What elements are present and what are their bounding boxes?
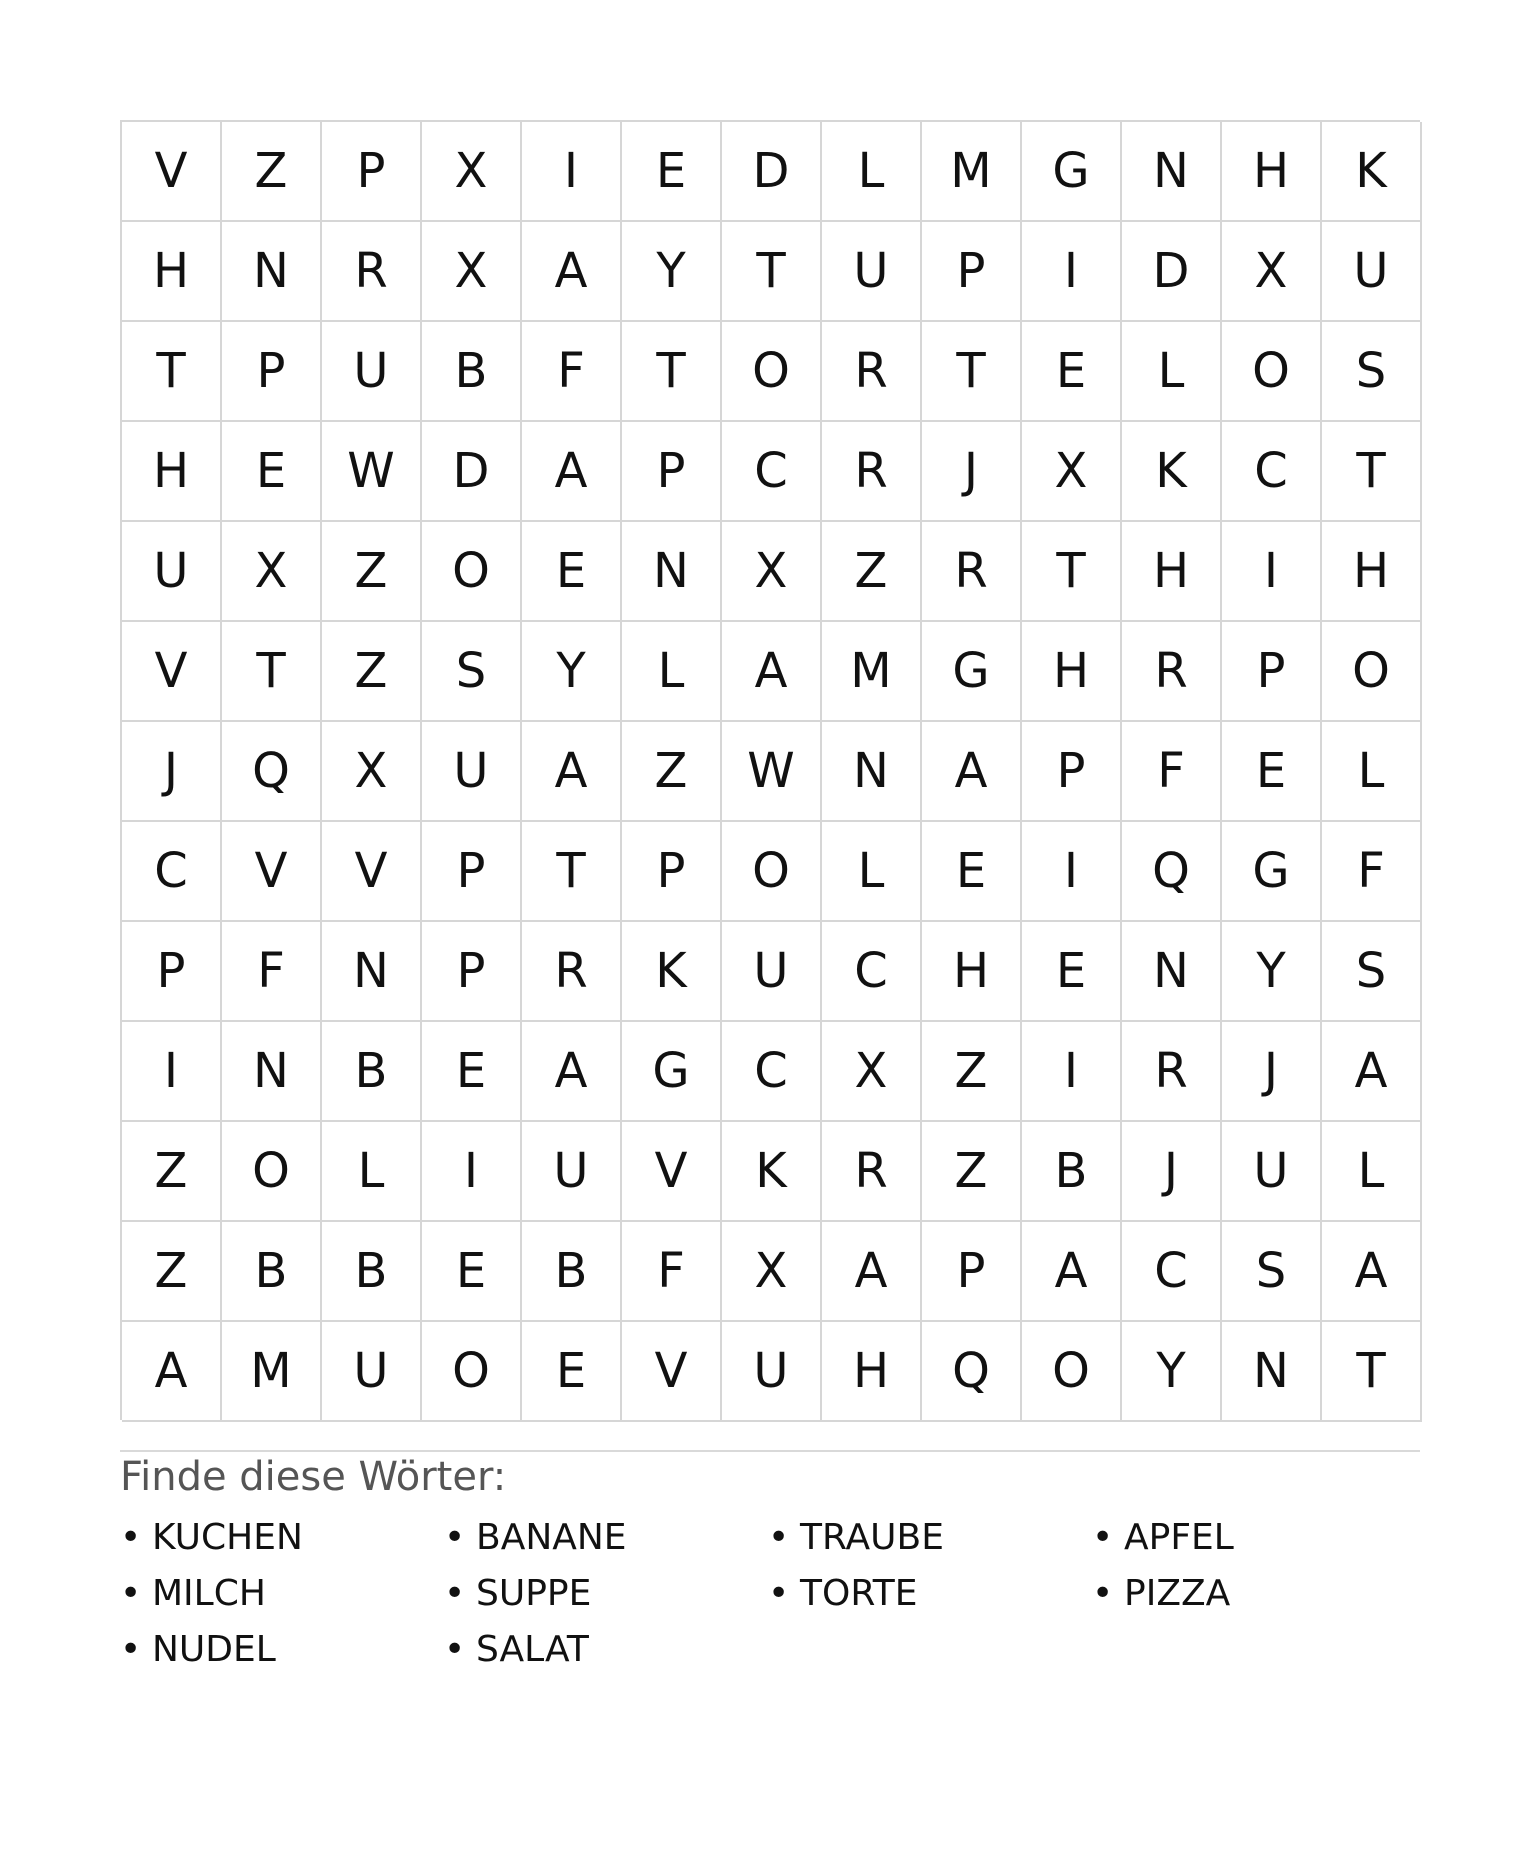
grid-cell[interactable]: E (1222, 722, 1322, 822)
grid-cell[interactable]: X (722, 1222, 822, 1322)
word-label: TORTE (800, 1573, 918, 1614)
grid-cell[interactable]: Q (922, 1322, 1022, 1422)
grid-cell[interactable]: E (222, 422, 322, 522)
grid-cell[interactable]: K (1322, 122, 1422, 222)
grid-cell[interactable]: A (1322, 1022, 1422, 1122)
grid-cell[interactable]: G (1022, 122, 1122, 222)
word-item (120, 1510, 444, 1566)
grid-cell[interactable]: B (322, 1222, 422, 1322)
grid-cell[interactable]: B (522, 1222, 622, 1322)
grid-cell[interactable]: E (1022, 922, 1122, 1022)
word-item (120, 1566, 444, 1622)
grid-cell[interactable]: G (622, 1022, 722, 1122)
grid-cell[interactable]: V (222, 822, 322, 922)
grid-cell[interactable]: F (1322, 822, 1422, 922)
grid-cell[interactable]: L (1122, 322, 1222, 422)
word-item (1092, 1566, 1416, 1622)
grid-cell[interactable]: D (1122, 222, 1222, 322)
grid-cell[interactable]: C (722, 422, 822, 522)
grid-cell[interactable]: X (1022, 422, 1122, 522)
grid-cell[interactable]: O (422, 522, 522, 622)
grid-cell[interactable]: B (322, 1022, 422, 1122)
grid-cell[interactable]: X (1222, 222, 1322, 322)
word-label: TRAUBE (800, 1517, 944, 1558)
grid-cell[interactable]: R (822, 1122, 922, 1222)
grid-cell[interactable]: P (622, 422, 722, 522)
grid-cell[interactable]: Y (622, 222, 722, 322)
grid-cell[interactable]: A (522, 422, 622, 522)
grid-cell[interactable]: P (1222, 622, 1322, 722)
grid-cell[interactable]: U (522, 1122, 622, 1222)
grid-cell[interactable]: O (422, 1322, 522, 1422)
grid-cell[interactable]: Y (522, 622, 622, 722)
grid-cell[interactable]: A (922, 722, 1022, 822)
grid-cell[interactable]: V (622, 1322, 722, 1422)
grid-cell[interactable]: X (822, 1022, 922, 1122)
grid-cell[interactable]: N (222, 1022, 322, 1122)
grid-cell[interactable]: U (422, 722, 522, 822)
grid-cell[interactable]: P (322, 122, 422, 222)
grid-cell[interactable]: Q (222, 722, 322, 822)
grid-cell[interactable]: A (122, 1322, 222, 1422)
grid-cell[interactable]: V (622, 1122, 722, 1222)
grid-cell[interactable]: F (622, 1222, 722, 1322)
grid-cell[interactable]: Z (322, 522, 422, 622)
grid-cell[interactable]: X (222, 522, 322, 622)
grid-cell[interactable]: R (1122, 1022, 1222, 1122)
grid-cell[interactable]: P (922, 1222, 1022, 1322)
grid-cell[interactable]: R (922, 522, 1022, 622)
grid-cell[interactable]: Z (122, 1222, 222, 1322)
grid-cell[interactable]: P (922, 222, 1022, 322)
grid-cell[interactable]: P (222, 322, 322, 422)
grid-cell[interactable]: O (1022, 1322, 1122, 1422)
grid-cell[interactable]: J (1222, 1022, 1322, 1122)
grid-cell[interactable]: X (422, 122, 522, 222)
grid-cell[interactable]: I (1022, 222, 1122, 322)
grid-cell[interactable]: U (1222, 1122, 1322, 1222)
grid-cell[interactable]: J (1122, 1122, 1222, 1222)
grid-cell[interactable]: A (1322, 1222, 1422, 1322)
grid-cell[interactable]: I (522, 122, 622, 222)
grid-cell[interactable]: H (822, 1322, 922, 1422)
grid-cell[interactable]: I (1022, 1022, 1122, 1122)
grid-cell[interactable]: L (322, 1122, 422, 1222)
grid-cell[interactable]: I (422, 1122, 522, 1222)
bullet-icon: • (120, 1629, 142, 1670)
grid-cell[interactable]: M (222, 1322, 322, 1422)
word-item (120, 1622, 444, 1678)
grid-cell[interactable]: C (1122, 1222, 1222, 1322)
grid-cell[interactable]: K (1122, 422, 1222, 522)
grid-cell[interactable]: N (322, 922, 422, 1022)
bullet-icon: • (444, 1517, 466, 1558)
grid-cell[interactable]: E (1022, 322, 1122, 422)
grid-cell[interactable]: C (722, 1022, 822, 1122)
grid-cell[interactable]: N (622, 522, 722, 622)
grid-cell[interactable]: S (1322, 322, 1422, 422)
word-label: MILCH (152, 1573, 266, 1614)
grid-cell[interactable]: H (1322, 522, 1422, 622)
grid-cell[interactable]: U (722, 922, 822, 1022)
grid-cell[interactable]: F (222, 922, 322, 1022)
grid-cell[interactable]: E (522, 522, 622, 622)
grid-cell[interactable]: V (122, 122, 222, 222)
grid-cell[interactable]: U (1322, 222, 1422, 322)
grid-cell[interactable]: N (822, 722, 922, 822)
bullet-icon: • (120, 1517, 142, 1558)
word-label: SUPPE (476, 1573, 592, 1614)
words-title: Finde diese Wörter: (120, 1454, 507, 1500)
grid-cell[interactable]: Z (222, 122, 322, 222)
grid-cell[interactable]: J (122, 722, 222, 822)
grid-cell[interactable]: W (322, 422, 422, 522)
word-label: APFEL (1124, 1517, 1234, 1558)
grid-cell[interactable]: Z (622, 722, 722, 822)
bullet-icon: • (444, 1573, 466, 1614)
grid-cell[interactable]: T (1322, 1322, 1422, 1422)
grid-cell[interactable]: T (222, 622, 322, 722)
bullet-icon: • (1092, 1517, 1114, 1558)
grid-cell[interactable]: T (1322, 422, 1422, 522)
grid-cell[interactable]: R (822, 422, 922, 522)
grid-cell[interactable]: C (1222, 422, 1322, 522)
grid-cell[interactable]: U (122, 522, 222, 622)
grid-cell[interactable]: N (222, 222, 322, 322)
grid-cell[interactable]: X (722, 522, 822, 622)
grid-cell[interactable]: H (922, 922, 1022, 1022)
grid-cell[interactable]: X (322, 722, 422, 822)
word-item (444, 1510, 768, 1566)
grid-cell[interactable]: I (1222, 522, 1322, 622)
grid-cell[interactable]: M (922, 122, 1022, 222)
word-item (444, 1622, 768, 1678)
grid-cell[interactable]: V (322, 822, 422, 922)
grid-cell[interactable]: Z (122, 1122, 222, 1222)
grid-cell[interactable]: N (1122, 922, 1222, 1022)
bullet-icon: • (1092, 1573, 1114, 1614)
grid-cell[interactable]: D (722, 122, 822, 222)
bullet-icon: • (768, 1517, 790, 1558)
grid-cell[interactable]: A (822, 1222, 922, 1322)
grid-cell[interactable]: V (122, 622, 222, 722)
grid-cell[interactable]: G (922, 622, 1022, 722)
grid-cell[interactable]: Y (1122, 1322, 1222, 1422)
grid-cell[interactable]: B (222, 1222, 322, 1322)
bullet-icon: • (120, 1573, 142, 1614)
grid-cell[interactable]: B (1022, 1122, 1122, 1222)
word-item (768, 1566, 1092, 1622)
word-item (768, 1510, 1092, 1566)
grid-cell[interactable]: P (622, 822, 722, 922)
word-label: PIZZA (1124, 1573, 1231, 1614)
grid-cell[interactable]: Y (1222, 922, 1322, 1022)
grid-cell[interactable]: E (422, 1222, 522, 1322)
grid-cell[interactable]: L (1322, 722, 1422, 822)
grid-cell[interactable]: L (822, 122, 922, 222)
grid-cell[interactable]: Z (322, 622, 422, 722)
word-label: BANANE (476, 1517, 627, 1558)
grid-cell[interactable]: Q (1122, 822, 1222, 922)
grid-cell[interactable]: U (322, 322, 422, 422)
word-list (120, 1510, 1420, 1678)
grid-cell[interactable]: C (822, 922, 922, 1022)
grid-cell[interactable]: R (1122, 622, 1222, 722)
grid-cell[interactable]: P (122, 922, 222, 1022)
grid-cell[interactable]: T (1022, 522, 1122, 622)
grid-cell[interactable]: O (722, 322, 822, 422)
grid-cell[interactable]: H (122, 422, 222, 522)
grid-cell[interactable]: L (1322, 1122, 1422, 1222)
grid-cell[interactable]: T (922, 322, 1022, 422)
grid-cell[interactable]: R (522, 922, 622, 1022)
grid-cell[interactable]: D (422, 422, 522, 522)
grid-cell[interactable]: P (422, 822, 522, 922)
word-label: NUDEL (152, 1629, 276, 1670)
grid-cell[interactable]: F (522, 322, 622, 422)
grid-cell[interactable]: I (122, 1022, 222, 1122)
grid-cell[interactable]: A (522, 1022, 622, 1122)
grid-cell[interactable]: X (422, 222, 522, 322)
grid-cell[interactable]: G (1222, 822, 1322, 922)
word-label: SALAT (476, 1629, 589, 1670)
grid-cell[interactable]: R (322, 222, 422, 322)
word-search-grid (120, 120, 1420, 1420)
grid-cell[interactable]: J (922, 422, 1022, 522)
grid-cell[interactable]: S (422, 622, 522, 722)
grid-cell[interactable]: R (822, 322, 922, 422)
grid-cell[interactable]: H (1222, 122, 1322, 222)
grid-cell[interactable]: I (1022, 822, 1122, 922)
grid-cell[interactable]: E (922, 822, 1022, 922)
grid-cell[interactable]: T (522, 822, 622, 922)
grid-cell[interactable]: Z (922, 1122, 1022, 1222)
grid-cell[interactable]: L (822, 822, 922, 922)
grid-cell[interactable]: E (622, 122, 722, 222)
grid-cell[interactable]: O (222, 1122, 322, 1222)
grid-cell[interactable]: S (1322, 922, 1422, 1022)
word-item (1092, 1510, 1416, 1566)
grid-cell[interactable]: K (722, 1122, 822, 1222)
bullet-icon: • (768, 1573, 790, 1614)
bullet-icon: • (444, 1629, 466, 1670)
grid-cell[interactable]: H (1122, 522, 1222, 622)
grid-cell[interactable]: O (1322, 622, 1422, 722)
grid-cell[interactable]: M (822, 622, 922, 722)
grid-cell[interactable]: T (722, 222, 822, 322)
grid-cell[interactable]: E (522, 1322, 622, 1422)
grid-cell[interactable]: Z (922, 1022, 1022, 1122)
grid-cell[interactable]: E (422, 1022, 522, 1122)
grid-cell[interactable]: P (1022, 722, 1122, 822)
grid-cell[interactable]: L (622, 622, 722, 722)
grid-cell[interactable]: C (122, 822, 222, 922)
grid-cell[interactable]: W (722, 722, 822, 822)
grid-cell[interactable]: T (622, 322, 722, 422)
grid-cell[interactable]: U (322, 1322, 422, 1422)
grid-cell[interactable]: H (122, 222, 222, 322)
grid-cell[interactable]: Z (822, 522, 922, 622)
grid-cell[interactable]: K (622, 922, 722, 1022)
word-item (444, 1566, 768, 1622)
grid-cell[interactable]: A (522, 222, 622, 322)
grid-cell[interactable]: O (722, 822, 822, 922)
grid-cell[interactable]: H (1022, 622, 1122, 722)
grid-cell[interactable]: S (1222, 1222, 1322, 1322)
grid-cell[interactable]: A (1022, 1222, 1122, 1322)
word-label: KUCHEN (152, 1517, 303, 1558)
grid-cell[interactable]: U (822, 222, 922, 322)
grid-cell[interactable]: F (1122, 722, 1222, 822)
grid-cell[interactable]: O (1222, 322, 1322, 422)
grid-cell[interactable]: N (1122, 122, 1222, 222)
grid-cell[interactable]: A (522, 722, 622, 822)
grid-cell[interactable]: A (722, 622, 822, 722)
grid-cell[interactable]: P (422, 922, 522, 1022)
grid-cell[interactable]: N (1222, 1322, 1322, 1422)
grid-cell[interactable]: U (722, 1322, 822, 1422)
grid-cell[interactable]: T (122, 322, 222, 422)
grid-cell[interactable]: B (422, 322, 522, 422)
